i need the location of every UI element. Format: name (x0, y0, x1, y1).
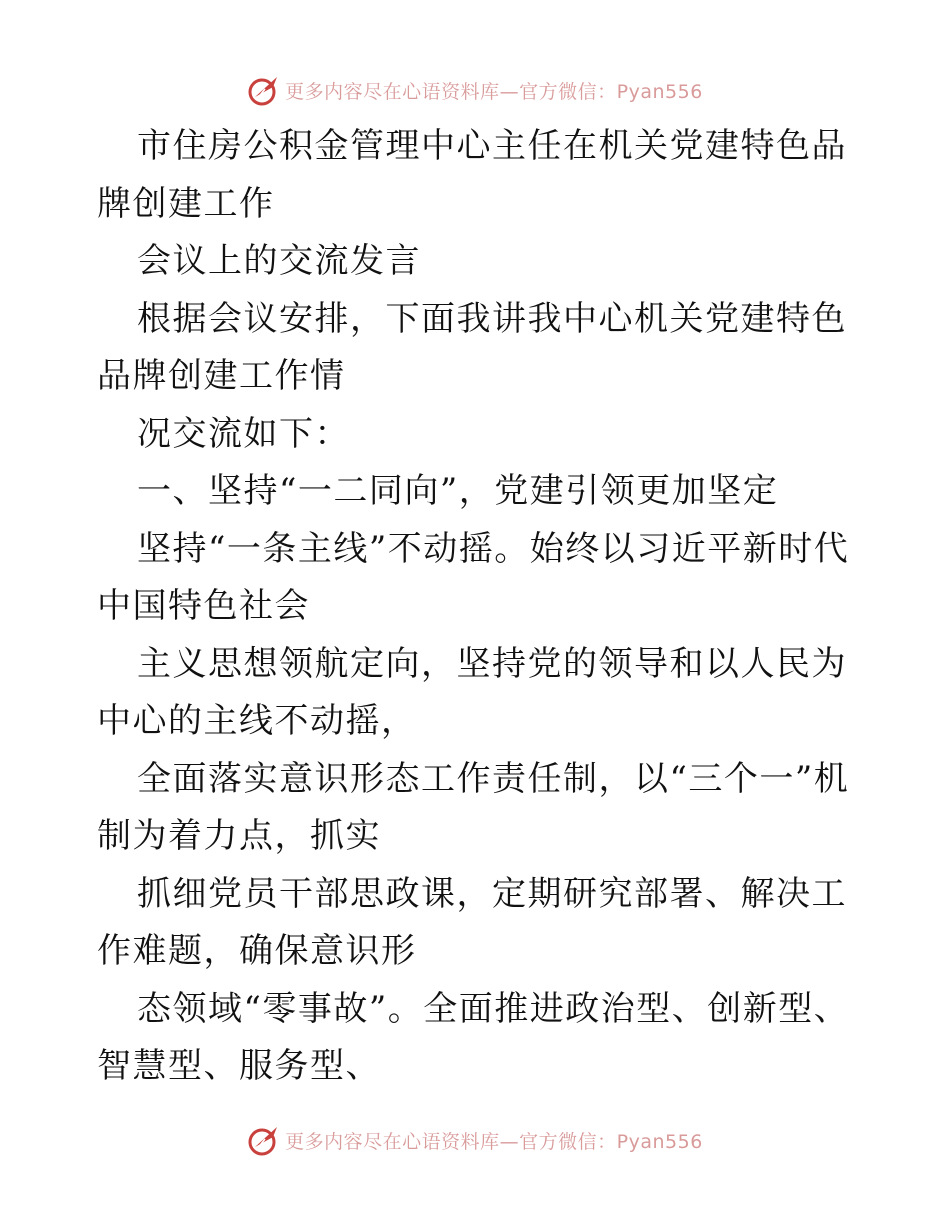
quill-logo-icon (247, 73, 281, 107)
quill-logo-icon (247, 1123, 281, 1157)
paragraph: 一、坚持“一二同向”，党建引领更加坚定 (137, 471, 779, 511)
header-watermark-text: 更多内容尽在心语资料库—官方微信：Pyan556 (285, 80, 703, 103)
paragraph: 会议上的交流发言 (137, 241, 421, 281)
paragraph: 坚持“一条主线”不动摇。始终以习近平新时代中国特色社会 (97, 528, 850, 626)
paragraph: 全面落实意识形态工作责任制，以“三个一”机制为着力点，抓实 (97, 758, 850, 856)
paragraph: 抓细党员干部思政课，定期研究部署、解决工作难题，确保意识形 (97, 873, 847, 971)
paragraph: 市住房公积金管理中心主任在机关党建特色品牌创建工作 (97, 126, 847, 224)
footer-watermark-text: 更多内容尽在心语资料库—官方微信：Pyan556 (285, 1130, 703, 1153)
paragraph: 主义思想领航定向，坚持党的领导和以人民为中心的主线不动摇， (97, 643, 847, 741)
document-body (97, 118, 857, 1096)
header-watermark (0, 70, 950, 110)
paragraph: 况交流如下： (137, 413, 350, 454)
footer-watermark (0, 1120, 950, 1160)
paragraph: 态领域“零事故”。全面推进政治型、创新型、智慧型、服务型、 (97, 988, 850, 1086)
paragraph: 根据会议安排，下面我讲我中心机关党建特色品牌创建工作情 (97, 298, 847, 396)
